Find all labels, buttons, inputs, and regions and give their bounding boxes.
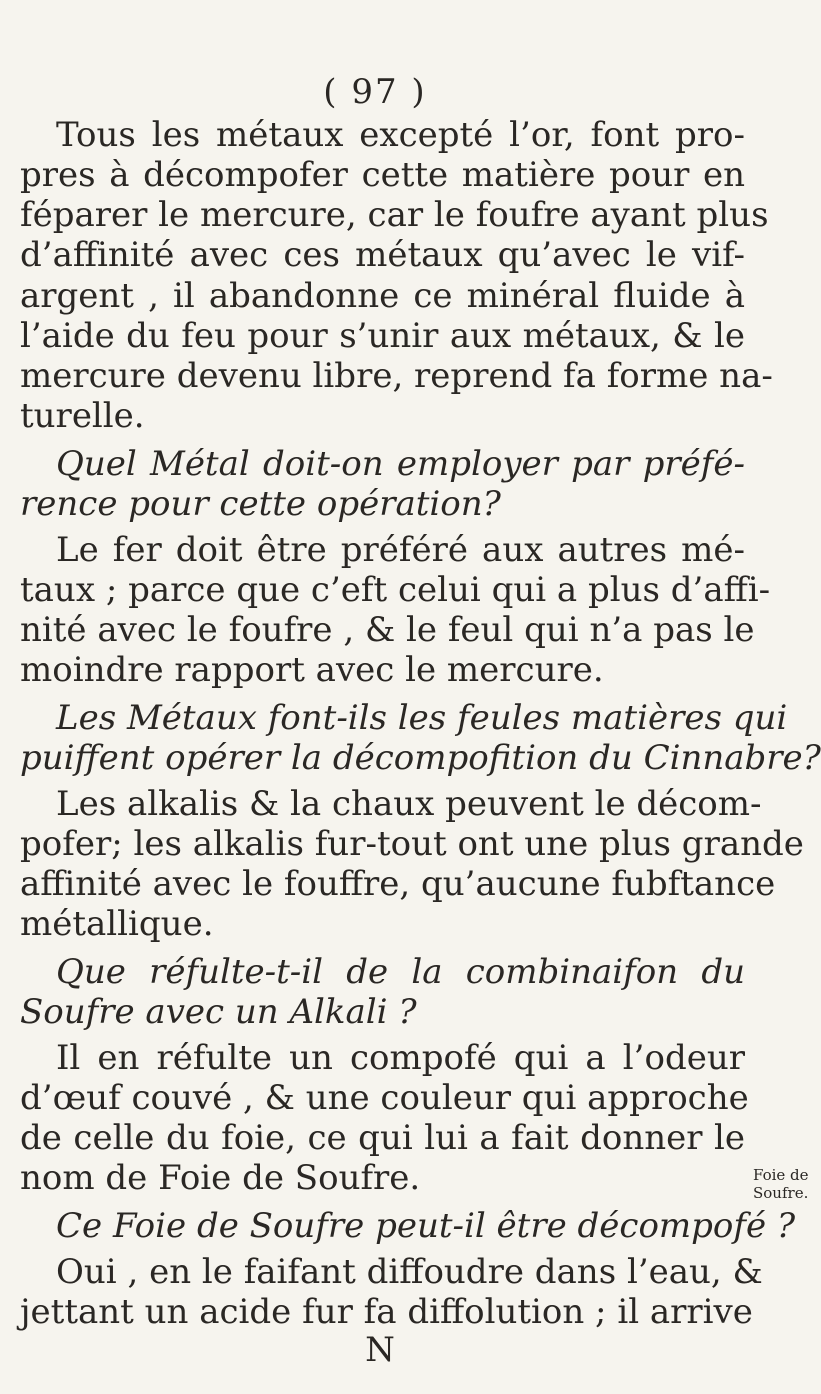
text-line: Il en réfulte un compofé qui a l’odeur bbox=[56, 1038, 745, 1078]
text-line: Les alkalis & la chaux peuvent le décom- bbox=[56, 784, 762, 824]
text-line: d’œuf couvé , & une couleur qui approche bbox=[20, 1078, 749, 1118]
text-line: taux ; parce que c’eft celui qui a plus d’affi- bbox=[20, 570, 771, 610]
signature-mark: N bbox=[365, 1330, 395, 1370]
text-line: pofer; les alkalis fur-tout ont une plus grande bbox=[20, 824, 804, 864]
text-line: pres à décompofer cette matière pour en bbox=[20, 155, 745, 195]
question-line: Ce Foie de Soufre peut-il être décompofé ? bbox=[56, 1206, 796, 1246]
text-line: argent , il abandonne ce minéral fluide à bbox=[20, 276, 745, 316]
text-line: turelle. bbox=[20, 396, 145, 436]
text-line: d’affinité avec ces métaux qu’avec le vif- bbox=[20, 235, 745, 275]
text-line: Oui , en le faifant diffoudre dans l’eau, & bbox=[56, 1252, 763, 1292]
margin-note: Foie de bbox=[753, 1166, 809, 1184]
question-line: Les Métaux font-ils les feules matières qui bbox=[56, 698, 788, 738]
question-line: Quel Métal doit-on employer par préfé- bbox=[56, 444, 745, 484]
question-line: puiffent opérer la décompofition du Cinnabre? bbox=[20, 738, 821, 778]
page-number: ( 97 ) bbox=[323, 72, 427, 112]
question-line: Que réfulte-t-il de la combinaifon du bbox=[56, 952, 745, 992]
question-line: rence pour cette opération? bbox=[20, 484, 501, 524]
text-line: affinité avec le fouffre, qu’aucune fubftance bbox=[20, 864, 776, 904]
text-line: Tous les métaux excepté l’or, font pro- bbox=[56, 115, 745, 155]
text-line: nité avec le foufre , & le feul qui n’a pas le bbox=[20, 610, 755, 650]
text-line: nom de Foie de Soufre. bbox=[20, 1158, 421, 1198]
text-line: mercure devenu libre, reprend fa forme na- bbox=[20, 356, 773, 396]
text-line: jettant un acide fur fa diffolution ; il arrive bbox=[20, 1292, 753, 1332]
text-line: métallique. bbox=[20, 904, 214, 944]
margin-note: Soufre. bbox=[753, 1184, 809, 1202]
text-line: l’aide du feu pour s’unir aux métaux, & le bbox=[20, 316, 745, 356]
text-line: de celle du foie, ce qui lui a fait donner le bbox=[20, 1118, 745, 1158]
text-line: moindre rapport avec le mercure. bbox=[20, 650, 604, 690]
question-line: Soufre avec un Alkali ? bbox=[20, 992, 417, 1032]
text-line: Le fer doit être préféré aux autres mé- bbox=[56, 530, 745, 570]
text-line: féparer le mercure, car le foufre ayant plus bbox=[20, 195, 769, 235]
